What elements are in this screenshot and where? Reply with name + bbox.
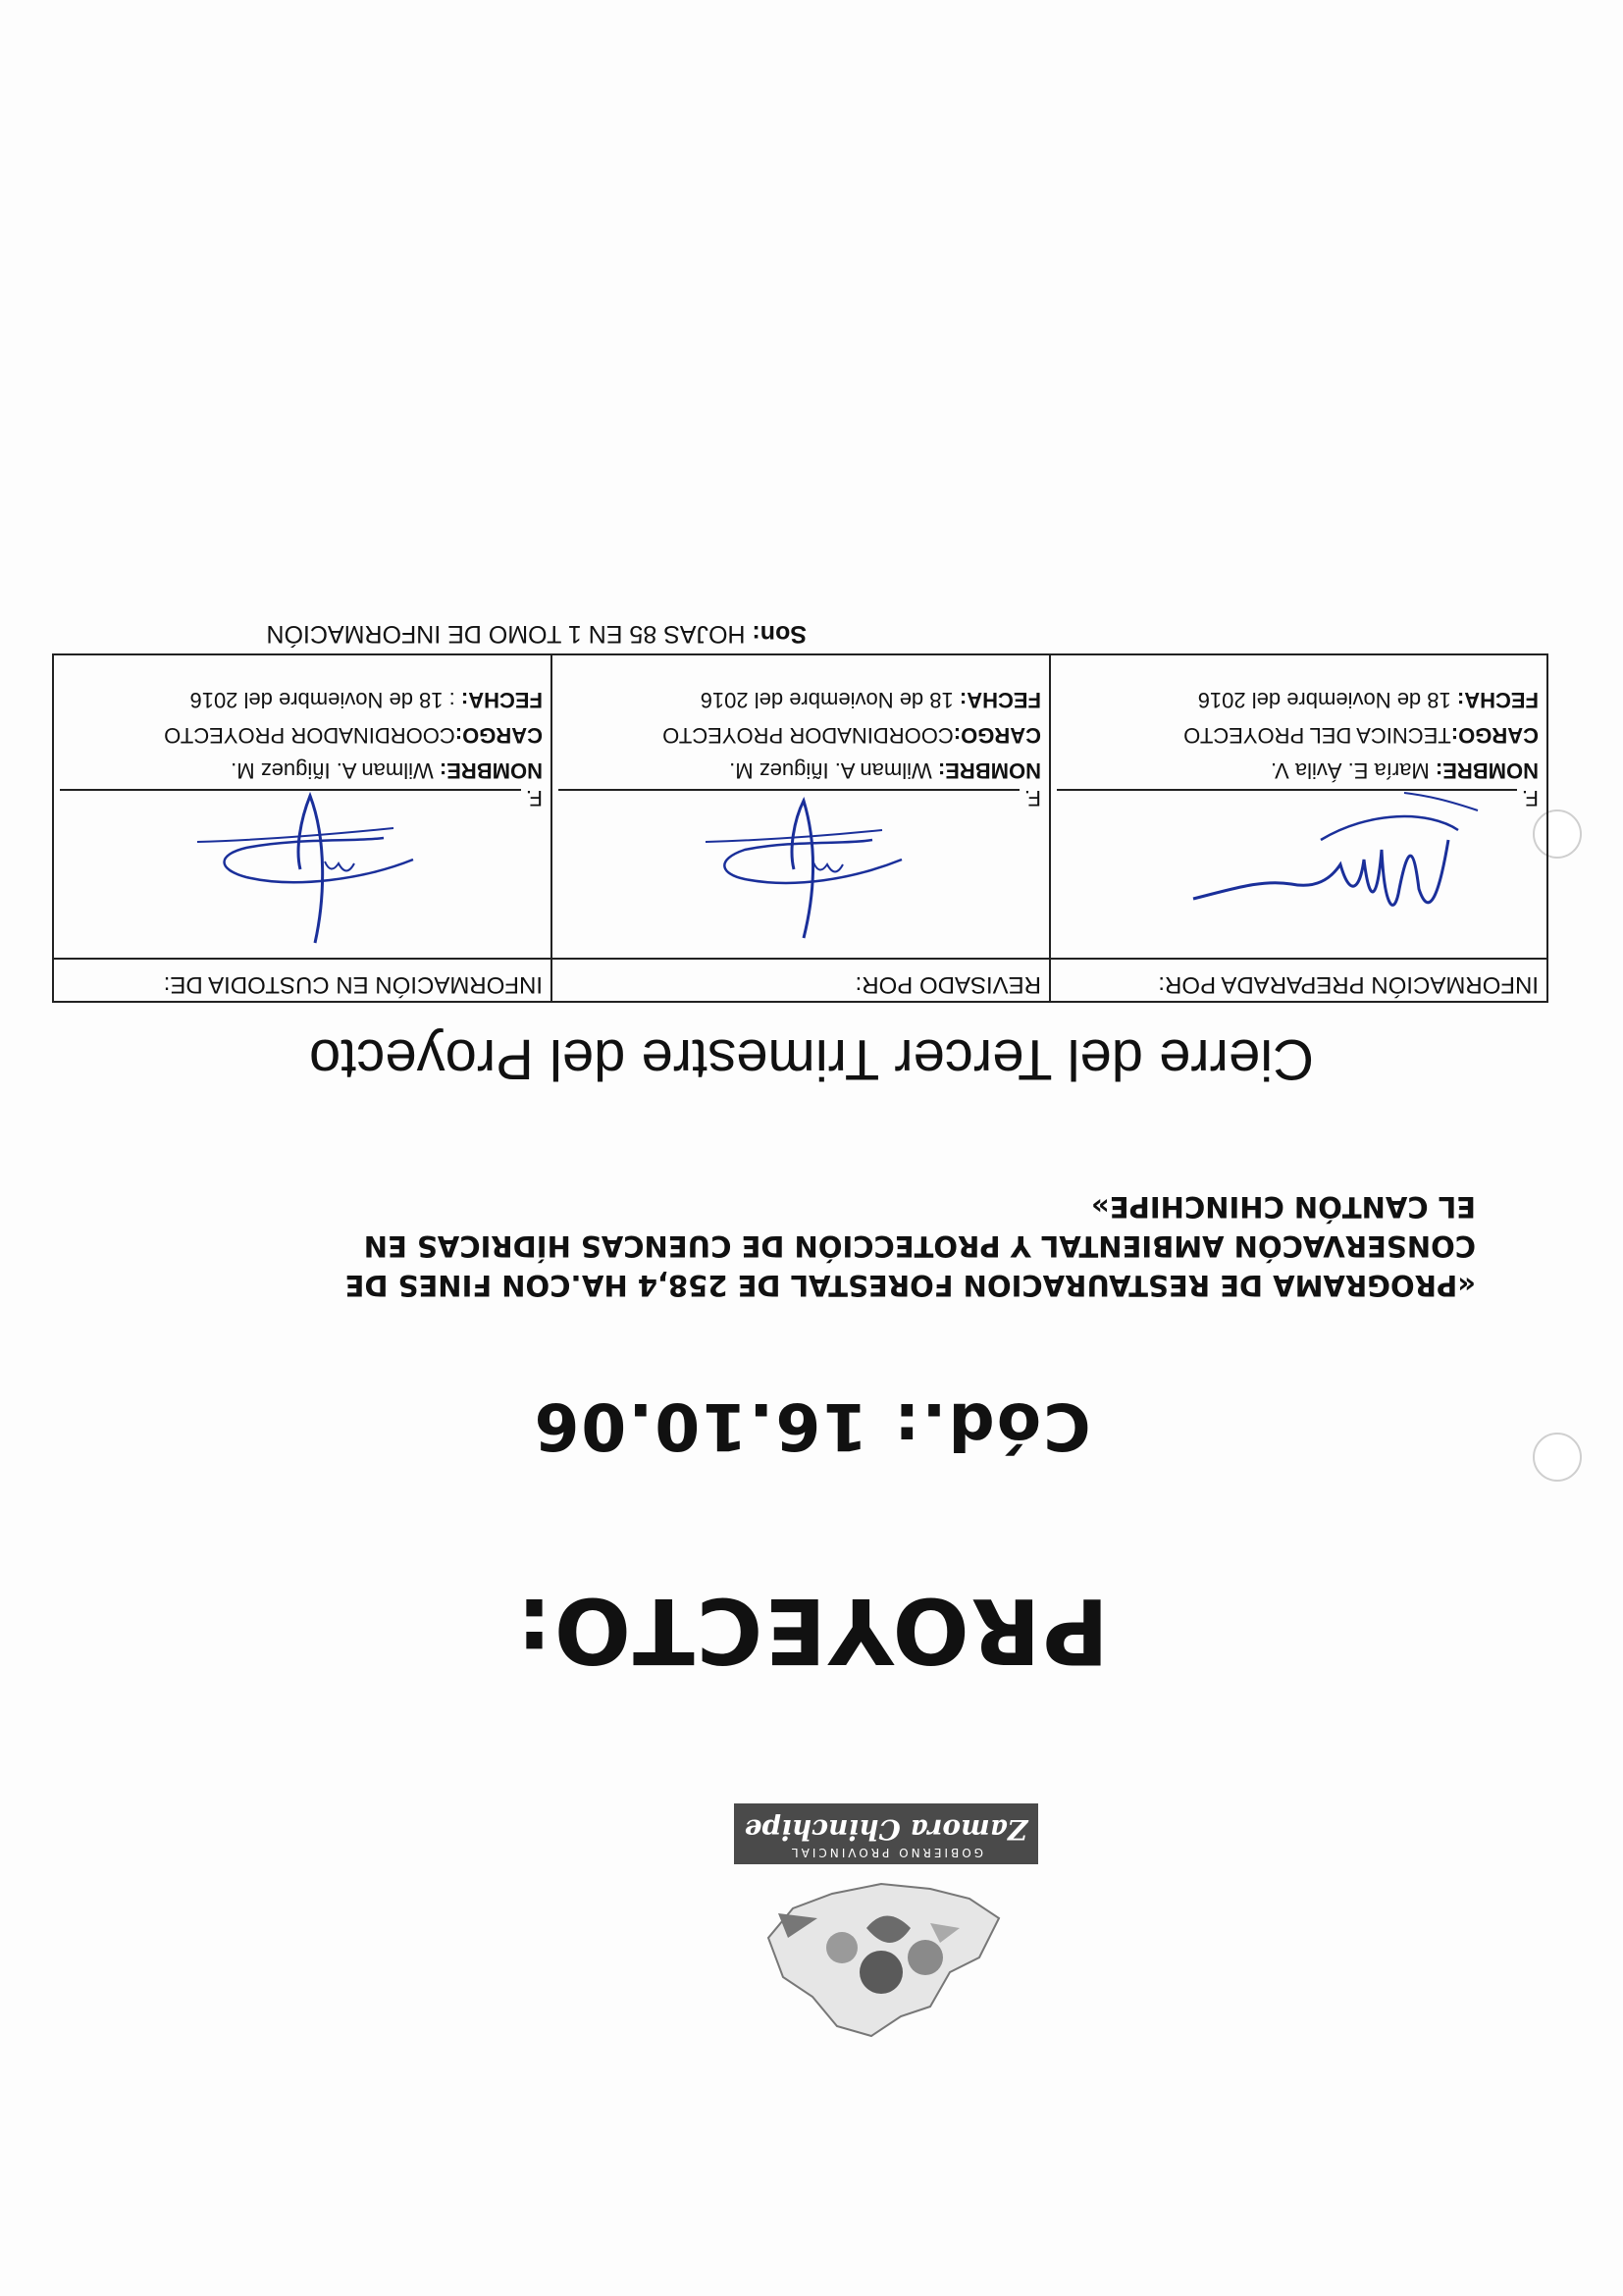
nombre-label: NOMBRE: (1435, 758, 1539, 783)
handwritten-signature (637, 771, 990, 958)
project-title-line: CONSERVACÓN AMBIENTAL Y PROTECCIÓN DE CUENCAS HÍDRICAS EN (363, 1229, 1476, 1263)
signature-f-label: F. (525, 786, 543, 810)
fecha-value: : 18 de Noviembre del 2016 (189, 688, 455, 712)
nombre-label: NOMBRE: (937, 758, 1041, 783)
document-heading: PROYECTO: (514, 1578, 1109, 1683)
page-count-label: Son: (752, 620, 807, 648)
signature-cell-prepared (1050, 654, 1547, 959)
cargo-label: CARGO: (454, 723, 543, 748)
signature-header: INFORMACIÓN EN CUSTODIA DE: (53, 959, 551, 1002)
province-map-logo (754, 1869, 1019, 2065)
logo-band (734, 1803, 1038, 1864)
signature-header: REVISADO POR: (551, 959, 1050, 1002)
cargo-field (1183, 722, 1539, 748)
fecha-field (1198, 687, 1539, 712)
handwritten-signature (138, 771, 492, 958)
logo-brand: Zamora Chinchipe (744, 1813, 1028, 1846)
signature-cell-custody (53, 654, 551, 959)
signature-line (558, 789, 1020, 791)
project-title-line: EL CANTÓN CHINCHIPE» (1091, 1190, 1476, 1224)
signature-line (60, 789, 521, 791)
project-code: Cód.: 16.10.06 (532, 1388, 1091, 1464)
cargo-field (164, 722, 543, 748)
signature-f-label: F. (1521, 786, 1539, 810)
fecha-field (189, 687, 543, 712)
project-title (210, 1187, 1476, 1305)
nombre-value: María E. Ávila V. (1270, 758, 1430, 783)
cargo-label: CARGO: (953, 723, 1041, 748)
nombre-field (231, 757, 543, 783)
cargo-value: COORDINADOR PROYECTO (662, 723, 954, 748)
project-title-line: «PROGRAMA DE RESTAURACION FORESTAL DE 258,4 HA.CON FINES DE (344, 1269, 1476, 1302)
signature-table (52, 653, 1548, 1003)
fecha-value: 18 de Noviembre del 2016 (1197, 688, 1451, 712)
fecha-value: 18 de Noviembre del 2016 (700, 688, 954, 712)
page-count-note (266, 619, 807, 648)
signature-f-label: F. (1023, 786, 1041, 810)
fecha-label: FECHA: (1456, 688, 1539, 712)
logo-subtitle: GOBIERNO PROVINCIAL (788, 1846, 984, 1859)
nombre-field (729, 757, 1041, 783)
handwritten-signature (1134, 771, 1488, 958)
cargo-label: CARGO: (1450, 723, 1539, 748)
nombre-label: NOMBRE: (439, 758, 543, 783)
nombre-field (1271, 757, 1539, 783)
cargo-value: TECNICA DEL PROYECTO (1183, 723, 1451, 748)
logo (734, 1781, 1038, 2065)
fecha-field (701, 687, 1041, 712)
document-subtitle: Cierre del Tercer Trimestre del Proyecto (309, 1027, 1314, 1091)
signature-header: INFORMACIÓN PREPARADA POR: (1050, 959, 1547, 1002)
nombre-value: Wilman A. Iñiguez M. (729, 758, 932, 783)
cargo-field (662, 722, 1041, 748)
fecha-label: FECHA: (959, 688, 1041, 712)
fecha-label: FECHA: (460, 688, 543, 712)
signature-line (1057, 789, 1517, 791)
page-count-text: HOJAS 85 EN 1 TOMO DE INFORMACIÓN (266, 620, 746, 648)
signature-cell-reviewed (551, 654, 1050, 959)
cargo-value: COORDINADOR PROYECTO (164, 723, 455, 748)
nombre-value: Wilman A. Iñiguez M. (231, 758, 434, 783)
